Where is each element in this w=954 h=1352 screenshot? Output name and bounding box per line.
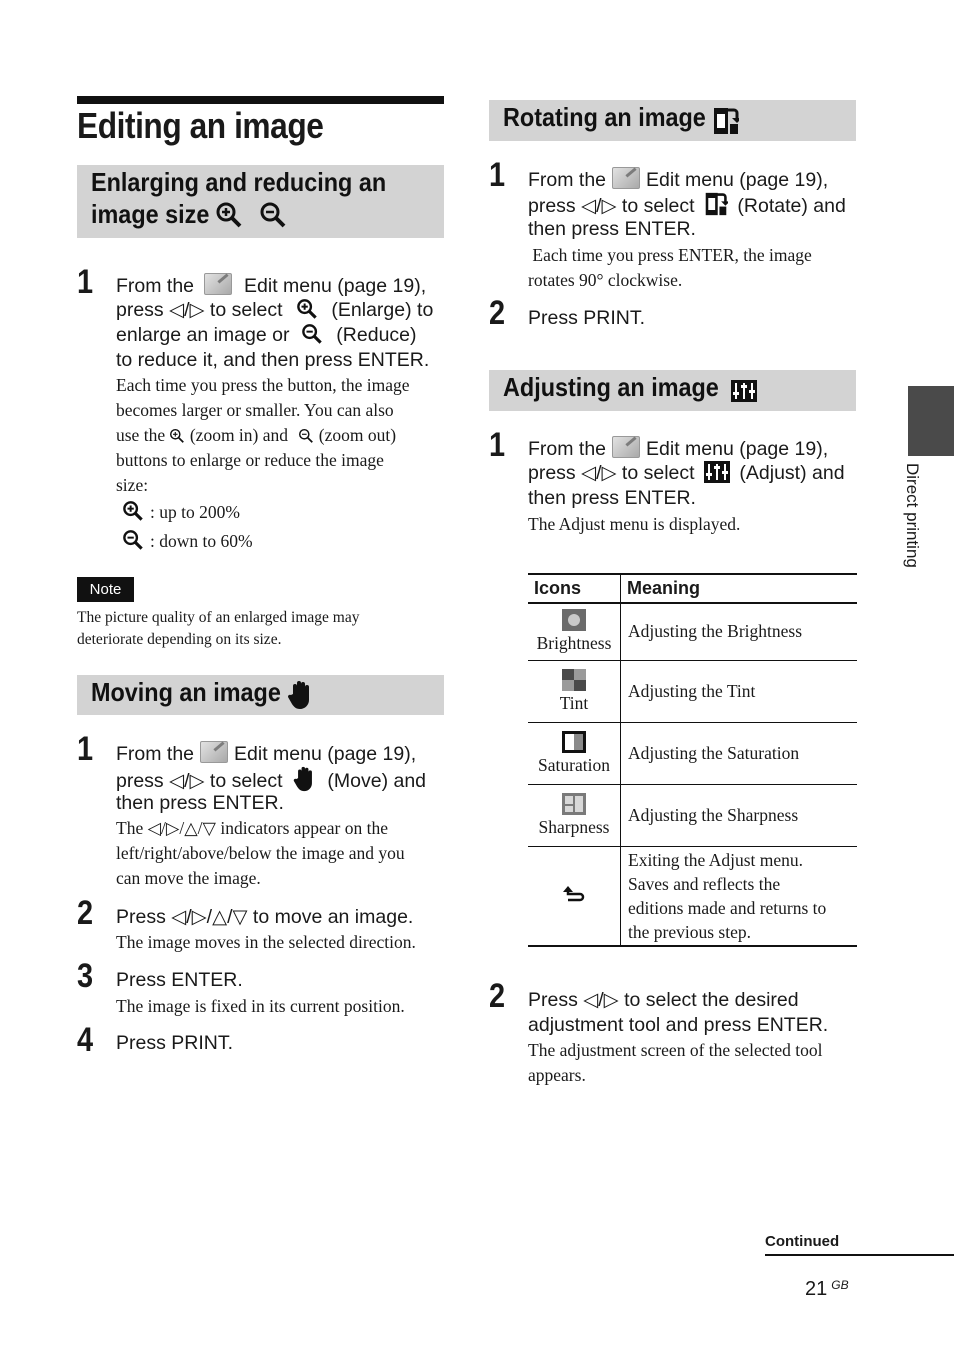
zoom-in-icon: [296, 298, 318, 320]
zoom-out-icon: [122, 529, 144, 551]
body-line: The ◁/▷/△/▽ indicators appear on the: [116, 818, 389, 838]
table-row: [528, 784, 857, 846]
edit-menu-icon: [612, 436, 640, 458]
heading-text: Rotating an image: [503, 102, 706, 132]
icon-cell: [528, 603, 621, 660]
note-label: Note: [77, 577, 134, 602]
body-line: can move the image.: [116, 868, 261, 888]
step-line: [116, 323, 417, 348]
table-row: [528, 846, 857, 946]
section-heading-move: [77, 675, 444, 715]
icon-cell: [528, 784, 621, 846]
table-row: [528, 722, 857, 784]
hand-icon: [292, 766, 318, 792]
adjust-icon: [731, 380, 757, 402]
step-line: [116, 766, 426, 794]
step-line: [528, 167, 828, 193]
text: From the: [528, 169, 607, 191]
heading-line: Enlarging and reducing an: [91, 167, 387, 197]
step-line: then press ENTER.: [528, 487, 696, 509]
icon-label: Tint: [559, 692, 589, 713]
chapter-tab: [908, 386, 954, 456]
meaning-line: the previous step.: [628, 921, 751, 942]
hand-icon: [287, 680, 315, 710]
meaning-line: Exiting the Adjust menu.: [628, 849, 803, 870]
icon-cell: [528, 722, 621, 784]
step-line: then press ENTER.: [116, 792, 284, 814]
body-line: Each time you press ENTER, the image: [528, 245, 812, 265]
zoom-out-small-icon: [298, 428, 314, 444]
heading-text: Moving an image: [91, 677, 281, 707]
text: Edit menu (page 19),: [244, 275, 427, 297]
step-number: 4: [77, 1021, 94, 1059]
edit-menu-icon: [200, 741, 228, 763]
body-line: rotates 90° clockwise.: [528, 270, 683, 290]
body-line: The adjustment screen of the selected tool: [528, 1040, 823, 1060]
step-line: to reduce it, and then press ENTER.: [116, 349, 430, 371]
rotate-icon: [704, 192, 728, 216]
icon-label: Brightness: [536, 633, 612, 654]
table-header-row: [528, 574, 857, 603]
text: press ◁/▷ to select: [528, 195, 695, 217]
brightness-icon: [562, 609, 586, 631]
section-heading-rotate: [489, 100, 856, 141]
text: press ◁/▷ to select: [116, 299, 283, 321]
chapter-tab-label: Direct printing: [903, 463, 922, 568]
text: Edit menu (page 19),: [646, 169, 829, 191]
text: : down to 60%: [150, 531, 253, 551]
body-line: appears.: [528, 1065, 586, 1085]
zoom-in-icon: [122, 500, 144, 522]
section-heading-adjust: [489, 370, 856, 411]
zoom-out-icon: [259, 201, 287, 229]
continued-rule: [765, 1254, 954, 1256]
text: Edit menu (page 19),: [234, 743, 417, 765]
step-line: [528, 192, 846, 219]
meaning-cell: Adjusting the Sharpness: [621, 784, 858, 846]
step-line: Press PRINT.: [528, 307, 646, 329]
meaning-cell: Adjusting the Tint: [621, 660, 858, 722]
return-icon: [562, 884, 586, 906]
step-line: Press PRINT.: [116, 1032, 234, 1054]
step-line: [116, 273, 426, 299]
page-number: [805, 1278, 849, 1301]
sharpness-icon: [562, 793, 586, 815]
step-number: 1: [77, 263, 94, 301]
meaning-cell: Adjusting the Saturation: [621, 722, 858, 784]
text: (Rotate) and: [737, 195, 846, 217]
continued-label: Continued: [765, 1233, 840, 1250]
body-line: Each time you press the button, the image: [116, 375, 410, 395]
rotate-icon: [713, 107, 739, 135]
step-line: Press ◁/▷ to select the desired: [528, 989, 799, 1011]
text: press ◁/▷ to select: [528, 462, 695, 484]
step-line: [116, 741, 416, 767]
text: (zoom out): [318, 425, 397, 445]
section-heading-enlarge: [77, 165, 444, 238]
icon-cell: [528, 660, 621, 722]
note-line: The picture quality of an enlarged image may: [77, 609, 360, 626]
edit-menu-icon: [204, 273, 232, 295]
page-title: Editing an image: [77, 105, 324, 146]
text: (Reduce): [336, 324, 417, 346]
text: press ◁/▷ to select: [116, 770, 283, 792]
text: (Adjust) and: [739, 462, 845, 484]
body-line: left/right/above/below the image and you: [116, 843, 405, 863]
body-line: becomes larger or smaller. You can also: [116, 400, 394, 420]
title-rule: [77, 96, 444, 104]
table-row: [528, 603, 857, 660]
step-line: [528, 436, 828, 462]
edit-menu-icon: [612, 167, 640, 189]
saturation-icon: [562, 731, 586, 753]
column-header-meaning: Meaning: [621, 574, 858, 603]
step-number: 2: [489, 977, 506, 1015]
tint-icon: [562, 669, 586, 691]
reduce-limit: [122, 529, 253, 554]
meaning-cell: [621, 846, 858, 946]
step-number: 1: [77, 730, 94, 768]
table-row: [528, 660, 857, 722]
adjust-icon: [704, 461, 730, 483]
meaning-line: Saves and reflects the: [628, 873, 781, 894]
meaning-cell: Adjusting the Brightness: [621, 603, 858, 660]
text: From the: [116, 743, 195, 765]
body-line: buttons to enlarge or reduce the image: [116, 450, 384, 470]
enlarge-limit: [122, 500, 240, 525]
page-number-value: 21: [805, 1278, 828, 1300]
text: (Move) and: [327, 770, 427, 792]
zoom-in-icon: [215, 201, 243, 229]
step-line: Press ◁/▷/△/▽ to move an image.: [116, 906, 414, 928]
step-line: Press ENTER.: [116, 969, 243, 991]
step-line: [528, 461, 845, 486]
icon-cell: [528, 846, 621, 946]
text: From the: [528, 438, 607, 460]
adjust-menu-table: [528, 573, 857, 947]
text: (Enlarge) to: [331, 299, 434, 321]
zoom-out-icon: [301, 323, 323, 345]
note-line: deteriorate depending on its size.: [77, 631, 282, 648]
column-header-icons: Icons: [528, 574, 621, 603]
zoom-in-small-icon: [169, 428, 185, 444]
note-text: [77, 607, 359, 651]
step-number: 2: [77, 894, 94, 932]
text: From the: [116, 275, 195, 297]
step-line: [116, 298, 433, 323]
text: (zoom in) and: [189, 425, 289, 445]
body-line: size:: [116, 475, 149, 495]
heading-text: Adjusting an image: [503, 372, 719, 402]
text: : up to 200%: [150, 502, 240, 522]
step-line: adjustment tool and press ENTER.: [528, 1014, 829, 1036]
text: use the: [116, 425, 166, 445]
text: enlarge an image or: [116, 324, 290, 346]
body-line: [116, 423, 396, 448]
step-line: then press ENTER.: [528, 218, 696, 240]
meaning-line: editions made and returns to: [628, 897, 827, 918]
icon-label: Saturation: [538, 754, 610, 775]
step-number: 1: [489, 156, 506, 194]
body-line: The image moves in the selected direction.: [116, 932, 416, 952]
body-line: The Adjust menu is displayed.: [528, 514, 741, 534]
step-number: 1: [489, 426, 506, 464]
heading-line: image size: [91, 199, 210, 229]
page-language-suffix: GB: [831, 1278, 849, 1292]
body-line: The image is fixed in its current position.: [116, 996, 405, 1016]
step-number: 2: [489, 294, 506, 332]
step-number: 3: [77, 957, 94, 995]
icon-label: Sharpness: [538, 816, 610, 837]
text: Edit menu (page 19),: [646, 438, 829, 460]
